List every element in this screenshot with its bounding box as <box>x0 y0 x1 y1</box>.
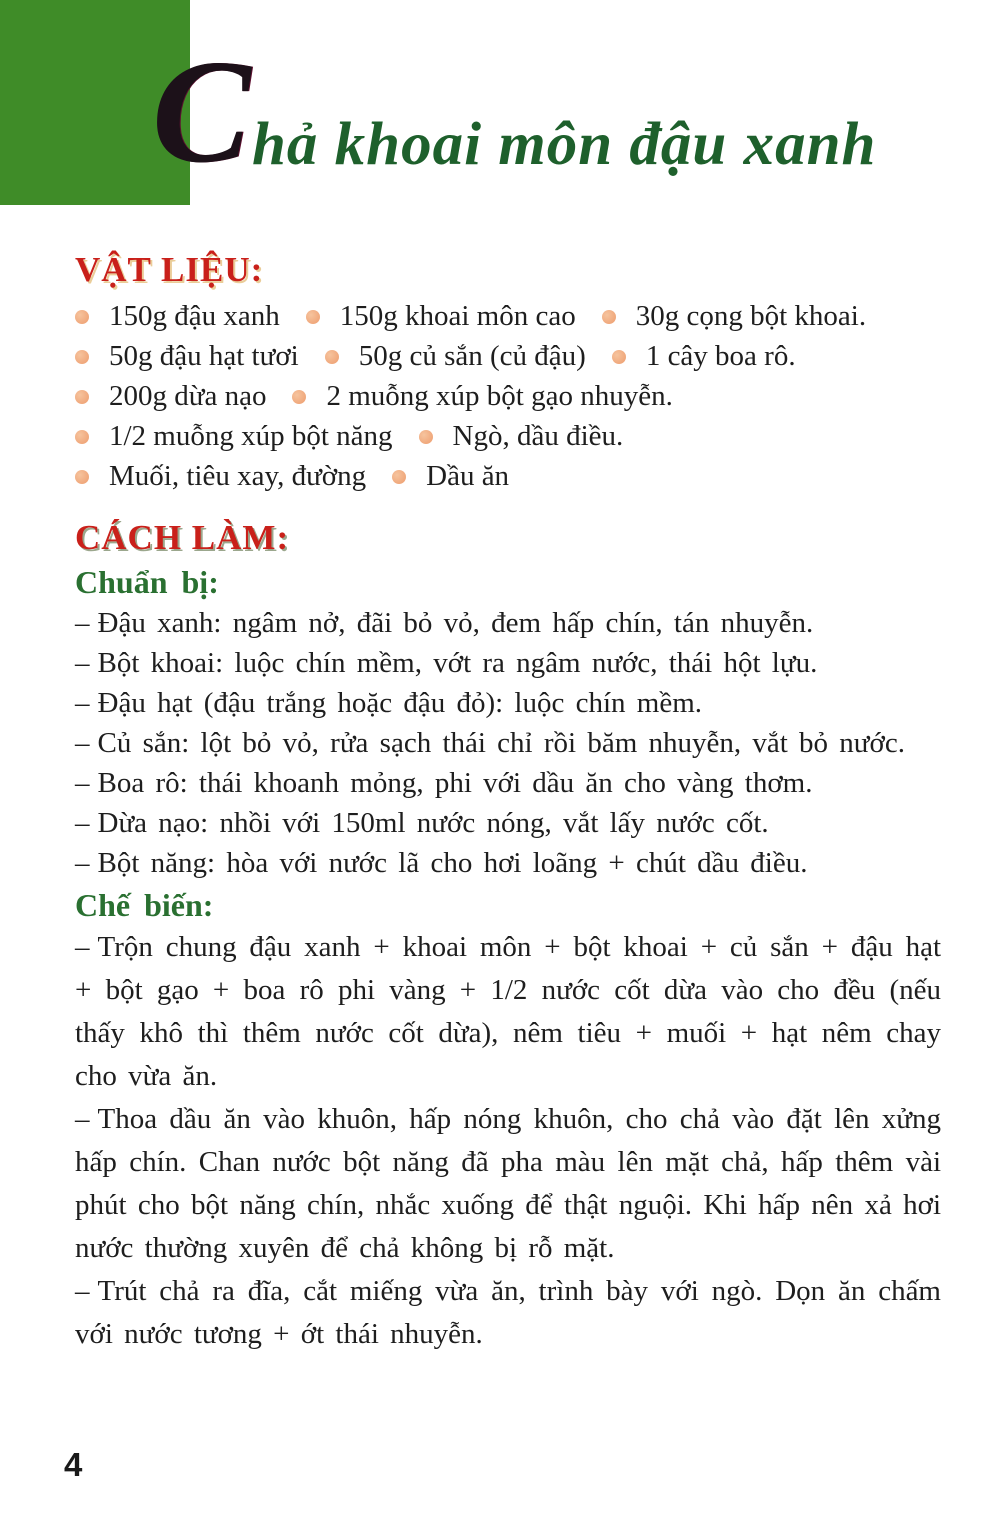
step-item: – Củ sắn: lột bỏ vỏ, rửa sạch thái chỉ rồi băm nhuyễn, vắt bỏ nước. <box>75 727 905 759</box>
ingredient-item <box>612 340 796 373</box>
ingredients-list <box>75 296 941 496</box>
prepare-steps <box>75 603 941 883</box>
ingredient-item <box>602 300 866 333</box>
bullet-icon <box>75 390 89 404</box>
ingredient-text: 150g khoai môn cao <box>339 299 576 332</box>
ingredient-text: 50g đậu hạt tươi <box>109 339 299 372</box>
ingredient-line <box>75 416 941 456</box>
bullet-icon <box>325 350 339 364</box>
ingredient-item <box>75 420 393 453</box>
ingredient-line <box>75 456 941 496</box>
ingredient-text: 1 cây boa rô. <box>645 339 796 372</box>
bullet-icon <box>75 350 89 364</box>
step-item: – Trộn chung đậu xanh + khoai môn + bột khoai + củ sắn + đậu hạt + bột gạo + boa rô phi vàng + 1/2 nước cốt dừa vào cho đều (nếu thấy khô thì thêm nước cốt dừa), nêm tiêu + muối + hạt nêm chay cho vừa ăn. <box>75 931 941 1092</box>
method-heading: CÁCH LÀM: <box>75 518 290 557</box>
prepare-heading: Chuẩn bị: <box>75 564 219 600</box>
step-item: – Bột năng: hòa với nước lã cho hơi loãng + chút dầu điều. <box>75 847 808 879</box>
ingredients-heading: VẬT LIỆU: <box>75 250 264 289</box>
ingredient-line <box>75 336 941 376</box>
dash-marker: – <box>75 1103 90 1135</box>
dash-marker: – <box>75 607 90 639</box>
bullet-icon <box>392 470 406 484</box>
dash-marker: – <box>75 1275 90 1307</box>
ingredient-item <box>325 340 586 373</box>
cook-steps <box>75 926 941 1356</box>
step-item: – Đậu xanh: ngâm nở, đãi bỏ vỏ, đem hấp chín, tán nhuyễn. <box>75 607 814 639</box>
page-number: 4 <box>64 1446 83 1483</box>
dash-marker: – <box>75 687 90 719</box>
ingredient-text: Dầu ăn <box>426 459 510 492</box>
step-item: – Boa rô: thái khoanh mỏng, phi với dầu ăn cho vàng thơm. <box>75 767 813 799</box>
ingredient-text: 50g củ sắn (củ đậu) <box>358 339 586 372</box>
cook-heading: Chế biến: <box>75 887 214 923</box>
dash-marker: – <box>75 727 90 759</box>
ingredient-text: 150g đậu xanh <box>109 299 280 332</box>
dash-marker: – <box>75 807 90 839</box>
step-item: – Thoa dầu ăn vào khuôn, hấp nóng khuôn, cho chả vào đặt lên xửng hấp chín. Chan nước bột năng đã pha màu lên mặt chả, hấp thêm vài phút cho bột năng chín, nhắc xuống để thật nguội. Khi hấp nên xả hơi nước thường xuyên để chả không bị rỗ mặt. <box>75 1103 941 1264</box>
bullet-icon <box>292 390 306 404</box>
ingredient-item <box>419 420 624 453</box>
dash-marker: – <box>75 767 90 799</box>
ingredient-item <box>306 300 576 333</box>
ingredient-text: Muối, tiêu xay, đường <box>109 459 367 492</box>
ingredient-text: 2 muỗng xúp bột gạo nhuyễn. <box>326 379 673 412</box>
title-text: hả khoai môn đậu xanh <box>252 111 877 178</box>
ingredient-item <box>75 380 266 413</box>
bullet-icon <box>306 310 320 324</box>
ingredient-item <box>75 300 280 333</box>
ingredient-item <box>392 460 509 493</box>
ingredient-text: 30g cọng bột khoai. <box>635 299 867 332</box>
page-content <box>75 250 941 1356</box>
dash-marker: – <box>75 931 90 963</box>
bullet-icon <box>75 430 89 444</box>
step-item: – Bột khoai: luộc chín mềm, vớt ra ngâm nước, thái hột lựu. <box>75 647 818 679</box>
ingredient-text: 1/2 muỗng xúp bột năng <box>109 419 393 452</box>
title-drop-cap: C <box>152 30 251 194</box>
bullet-icon <box>75 310 89 324</box>
step-item: – Đậu hạt (đậu trắng hoặc đậu đỏ): luộc chín mềm. <box>75 687 703 719</box>
ingredient-line <box>75 296 941 336</box>
ingredient-item <box>75 460 366 493</box>
bullet-icon <box>419 430 433 444</box>
step-item: – Trút chả ra đĩa, cắt miếng vừa ăn, trình bày với ngò. Dọn ăn chấm với nước tương + ớt thái nhuyễn. <box>75 1275 941 1350</box>
bullet-icon <box>602 310 616 324</box>
ingredient-text: 200g dừa nạo <box>109 379 267 412</box>
ingredient-text: Ngò, dầu điều. <box>452 419 624 452</box>
dash-marker: – <box>75 647 90 679</box>
bullet-icon <box>612 350 626 364</box>
ingredient-item <box>75 340 299 373</box>
ingredient-item <box>292 380 672 413</box>
dash-marker: – <box>75 847 90 879</box>
bullet-icon <box>75 470 89 484</box>
step-item: – Dừa nạo: nhồi với 150ml nước nóng, vắt lấy nước cốt. <box>75 807 769 839</box>
ingredient-line <box>75 376 941 416</box>
